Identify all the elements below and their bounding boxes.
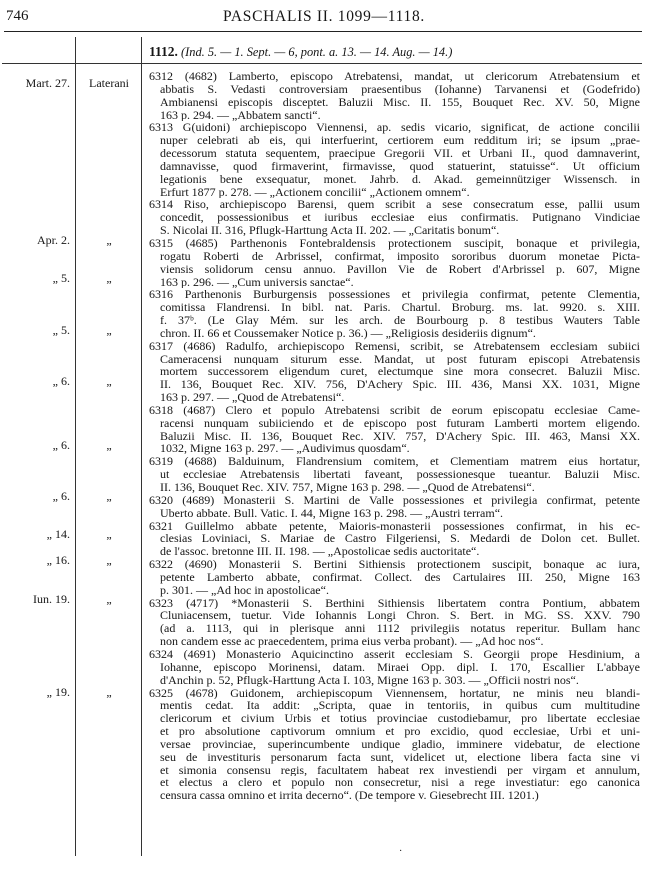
entry-line: (ad a. 1113, qui in plerisque anni 1112 privilegiis notatus reperitur. Bullam hanc <box>160 622 640 636</box>
entry-date: „ 6. <box>52 374 70 388</box>
entry-place: „ <box>106 374 112 388</box>
entry-line: de l'assoc. bretonne III. II. 198. — „Apostolicae sedis auctoritate“. <box>160 545 480 559</box>
entry-line: p. 301. — „Ad hoc in apostolicae“. <box>160 583 329 597</box>
entry-line: decessorum statuta sequentem, praecipue Gregorii VII. et Urbani II., quod damnaverint, <box>160 147 640 160</box>
entry-date: „ 19. <box>46 685 70 699</box>
entry-line: comitissa Flandrensi. In bibl. nat. Paris. Chartul. Broburg. ms. lat. 9920. s. XIII. <box>160 301 640 315</box>
entry-date: „ 5. <box>52 323 70 337</box>
regest-entry <box>149 70 640 121</box>
year-indiction: (Ind. 5. — 1. Sept. — 6, pont. a. 13. — 14. Aug. — 14.) <box>181 45 453 59</box>
entry-line: concedit, possessionibus et iuribus ecclesiae eius confirmatis. Putignano Vindiciae <box>160 211 640 225</box>
entry-line: 1032, Migne 163 p. 297. — „Audivimus quosdam“. <box>160 442 410 456</box>
entry-place: „ <box>106 592 112 606</box>
entry-line: legationis bene exsequatur, monet. Jahrb. d. Akad. gemeinnütziger Wissensch. in <box>160 172 640 186</box>
entry-line: Ambianensi episcopis disceptet. Baluzii Misc. II. 155, Bouquet Rec. XV. 50, Migne <box>160 95 640 109</box>
entry-line: rogatu Roberti de Arbrissel, confirmat, imposito sororibus duorum monetae Picta- <box>160 249 640 263</box>
entry-first-line: 6321 Guillelmo abbate petente, Maioris-monasterii possessiones confirmat, in his ec- <box>149 519 640 533</box>
regest-entry <box>149 340 640 404</box>
entry-place: „ <box>106 271 112 285</box>
entry-line: clesias Loviniaci, S. Mariae de Castro Filgeriensi, S. Medardi de Dolon cet. Bullet. <box>160 532 640 546</box>
entry-first-line: 6313 G(uidoni) archiepiscopo Viennensi, ap. sedis vicario, significat, de actione concilii <box>149 121 640 135</box>
entry-first-line: 6323 (4717) *Monasterii S. Berthini Sithiensis libertatem contra Pontium, abbatem <box>149 596 640 610</box>
entry-line: Baluzii Misc. II. 136, Bouquet Rec. XIV. 757, D'Achery Spic. III. 463, Mansi XX. <box>160 429 640 443</box>
entry-line: Iohanne, episcopo Morinensi, datam. Miraei Opp. dipl. I. 170, Escallier L'abbaye <box>160 660 640 674</box>
year-number: 1112. <box>149 44 178 59</box>
heading-rule <box>2 63 642 64</box>
entry-line: et simonia consensu regis, facultatem habeat rex investiendi per virgam et annulum, <box>160 763 640 777</box>
entry-first-line: 6314 Riso, archiepiscopo Barensi, quem scribit a sese consecratum esse, pallii usum <box>149 198 640 212</box>
entry-place: Laterani <box>89 76 129 90</box>
entry-first-line: 6312 (4682) Lamberto, episcopo Atrebatensi, mandat, ut clericorum Atrebatensium et <box>149 70 640 83</box>
entry-first-line: 6322 (4690) Monasterii S. Bertini Sithiensis protectionem suscipit, bonaque ac iura, <box>149 558 640 571</box>
entry-line: d'Anchin p. 52, Pflugk-Harttung Acta I. 103, Migne 163 p. 303. — „Officii nostri nos“. <box>160 673 579 687</box>
entry-first-line: 6317 (4686) Radulfo, archiepiscopo Remensi, scribit, se Atrebatensem ecclesiam subiici <box>149 339 640 353</box>
entry-line: 163 p. 296. — „Cum universis sanctae“. <box>160 275 354 289</box>
entry-place: „ <box>106 527 112 541</box>
entry-line: seu de investituris personarum facta sunt, videlicet ut, electione libera facta sine vi <box>160 750 640 764</box>
entry-line: II. 136, Bouquet Rec. XIV. 756, D'Achery Spic. III. 436, Mansi XX. 1031, Migne <box>160 378 640 392</box>
entry-line: S. Nicolai II. 316, Pflugk-Harttung Acta II. 202. — „Caritatis bonum“. <box>160 224 500 237</box>
entry-line: et electus a clero et populo non consecretur, nisi a rege investiatur: ego canonica <box>160 776 640 790</box>
regest-entry <box>149 198 640 237</box>
entry-first-line: 6319 (4688) Balduinum, Flandrensium comitem, et Clementiam matrem eius hortatur, <box>149 455 640 469</box>
entry-first-line: 6324 (4691) Monasterio Aquicinctino asserit ecclesiam S. Georgii prope Hesdinium, a <box>149 647 640 661</box>
regest-entry <box>149 288 640 339</box>
entry-date: Iun. 19. <box>33 592 70 606</box>
regest-entry <box>149 237 640 288</box>
year-heading <box>149 44 452 60</box>
entry-date: Mart. 27. <box>25 76 70 90</box>
entry-line: nuper celebrati ab eis, qui interfuerint, certiorem eum redditum iri; se ipsum „prae- <box>160 134 640 148</box>
entry-line: 163 p. 297. — „Quod de Atrebatensi“. <box>160 391 345 404</box>
entry-line: mentis cedat. Ita addit: „Scripta, quae in tentoriis, in quibus cum multitudine <box>160 699 640 713</box>
regest-entry <box>149 648 640 687</box>
entry-line: petente Lamberto abbate, confirmat. Collect. des Cartulaires III. 250, Migne 163 <box>160 570 640 584</box>
header-rule <box>4 31 642 32</box>
entry-line: mortem successorem eligendum curet, electumque sine mora consecret. Baluzii Misc. <box>160 365 640 379</box>
entry-line: et pro absolutione captivorum omnium et pro excidio, quod ecclesiae, Urbi et uni- <box>160 725 640 738</box>
page-number: 746 <box>6 8 29 24</box>
entry-date: „ 6. <box>52 438 70 452</box>
entry-place: „ <box>106 323 112 337</box>
entry-date: „ 5. <box>52 271 70 285</box>
entry-place: „ <box>106 489 112 503</box>
entry-line: racensi nunquam subiiciendo et de episcopo post futuram Lamberti mortem eligendo. <box>160 416 640 430</box>
regest-entry <box>149 687 640 803</box>
column-divider-date <box>75 37 76 856</box>
regest-entry <box>149 494 640 520</box>
entry-line: Cluniacensem, tuetur. Vide Iohannis Longi Chron. S. Bert. in MG. SS. XXV. 790 <box>160 609 640 623</box>
entry-line: ut ecclesiae Atrebatensis libertati faveant, possessionesque tueantur. Baluzii Misc. <box>160 468 640 481</box>
entry-line: II. 136, Bouquet Rec. XIV. 757, Migne 163 p. 298. — „Quod de Atrebatensi“. <box>160 481 535 494</box>
entry-line: chron. II. 66 et Coussemaker Notice p. 36.) — „Religiosis desideriis dignum“. <box>160 326 536 340</box>
entry-first-line: 6320 (4689) Monasterii S. Martini de Valle possessiones et privilegia confirmat, petente <box>149 493 640 507</box>
entry-line: damnavisse, quod firmaverint, firmavisse, quod statuerint, statuisse“. Ut officium <box>160 159 640 173</box>
regest-entry <box>149 520 640 559</box>
entry-line: non candem esse ac praecedentem, prima eius verba probant). — „Ad hoc nos“. <box>160 635 544 648</box>
page-mark: · <box>399 846 403 857</box>
entry-line: versae provinciae, superincumbente undique gladio, imminere videbatur, de electione <box>160 737 640 751</box>
entry-date: „ 6. <box>52 489 70 503</box>
entry-first-line: 6315 (4685) Parthenonis Fontebraldensis protectionem suscipit, bonaque et privilegia, <box>149 236 640 250</box>
entry-line: abbatis S. Vedasti controversiam praesentibus (Iohanne) Tarvanensi et (Godefrido) <box>160 82 640 96</box>
entry-line: Uberto abbate. Bull. Vatic. I. 44, Migne 163 p. 298. — „Austri terram“. <box>160 506 504 520</box>
regesta-entries <box>149 70 640 802</box>
page-header <box>6 6 642 32</box>
entry-date: „ 14. <box>46 527 70 541</box>
entry-line: Erfurt 1877 p. 278. — „Actionem concilii“ „Actionem omnem“. <box>160 185 470 199</box>
entry-line: f. 37ᵇ. (Le Glay Mém. sur les arch. de Bourbourg p. 8 testibus Wauters Table <box>160 314 640 327</box>
entry-place: „ <box>106 233 112 247</box>
entry-line: Cameracensi nunquam siturum esse. Mandat, ut post futuram episcopi Atrebatensis <box>160 352 640 366</box>
column-divider-place <box>141 37 142 856</box>
entry-place: „ <box>106 553 112 567</box>
regest-entry <box>149 455 640 494</box>
entry-date: „ 16. <box>46 553 70 567</box>
running-title: PASCHALIS II. 1099—1118. <box>223 8 425 25</box>
regest-entry <box>149 121 640 198</box>
entry-line: censura cassa omnino et irrita decerno“. (De tempore v. Giesebrecht III. 1201.) <box>160 789 539 803</box>
entry-line: 163 p. 294. — „Abbatem sancti“. <box>160 108 321 122</box>
entry-first-line: 6325 (4678) Guidonem, archiepiscopum Viennensem, hortatur, ne minis neu blandi- <box>149 686 640 700</box>
entry-place: „ <box>106 438 112 452</box>
entry-place: „ <box>106 685 112 699</box>
regest-entry <box>149 558 640 597</box>
entry-line: viensis solidorum censu annuo. Pavillon Vie de Robert d'Arbrissel p. 607, Migne <box>160 262 640 276</box>
entry-line: clericorum et civium Urbis et totius provinciae custodiebamur, pro libertate ecclesiae <box>160 712 640 726</box>
regest-entry <box>149 597 640 648</box>
regest-entry <box>149 404 640 455</box>
entry-first-line: 6318 (4687) Clero et populo Atrebatensi scribit de eorum episcopatu ecclesiae Came- <box>149 403 640 417</box>
entry-date: Apr. 2. <box>37 233 70 247</box>
entry-first-line: 6316 Parthenonis Burburgensis possessiones et privilegia confirmat, petente Clementia, <box>149 288 640 302</box>
